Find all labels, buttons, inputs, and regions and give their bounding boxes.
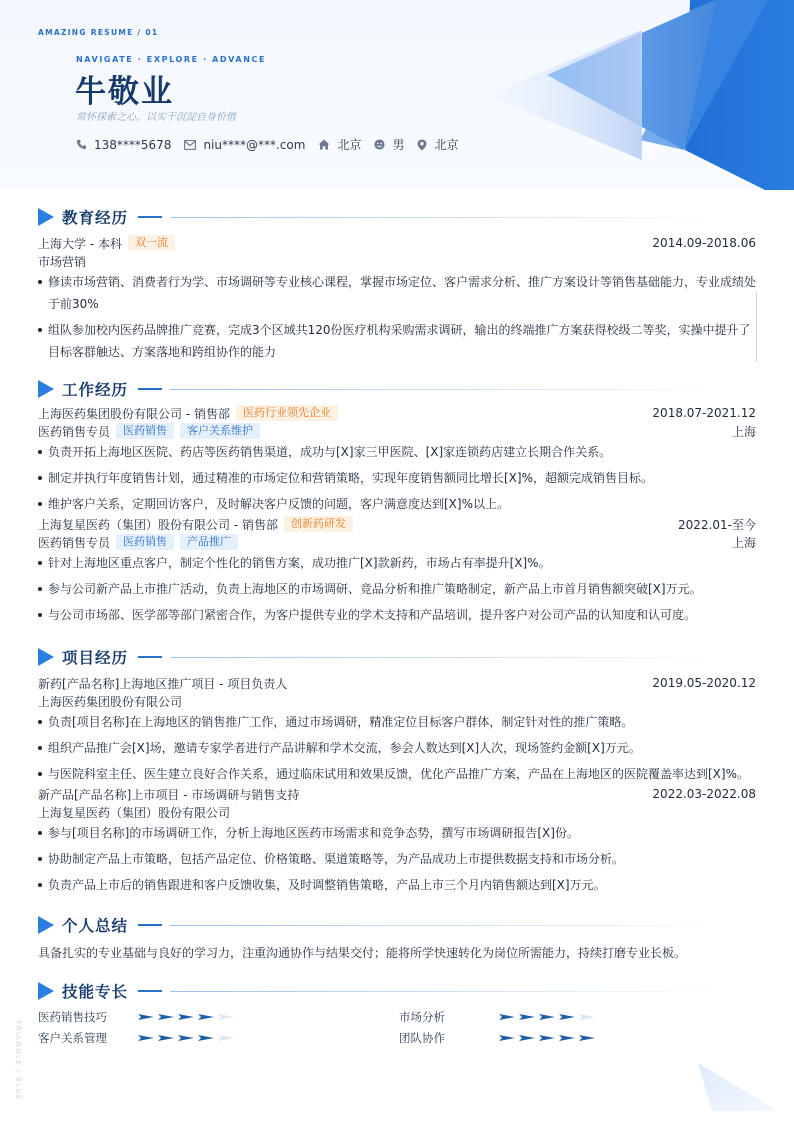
- skill-level-filled: [158, 1031, 174, 1045]
- project-date: 2022.03-2022.08: [652, 787, 756, 801]
- skill-level-filled: [539, 1031, 555, 1045]
- contact-residence: [318, 136, 361, 153]
- candidate-name: 牛敬业: [75, 74, 174, 110]
- triangle-icon: [38, 380, 54, 398]
- motto: 常怀探索之心，以实干沉淀自身价值: [76, 112, 236, 123]
- list-item: 制定并执行年度销售计划，通过精准的市场定位和营销策略，实现年度销售额同比增长[X]%，超额完成销售目标。: [38, 467, 756, 489]
- education-section: [38, 206, 756, 367]
- job-company-row: [38, 515, 756, 533]
- list-item: 组队参加校内医药品牌推广竞赛，完成3个区域共120份医疗机构采购需求调研，输出的终端推广方案获得校级二等奖，实操中提升了目标客群触达、方案落地和跨组协作的能力: [38, 319, 756, 363]
- skill-tag: 客户关系维护: [180, 423, 260, 439]
- project-entry: [38, 785, 756, 896]
- section-header: [38, 980, 756, 1002]
- location-pin-icon: [417, 139, 427, 151]
- section-header: [38, 914, 756, 936]
- triangle-icon: [38, 208, 54, 226]
- summary-text: 具备扎实的专业基础与良好的学习力，注重沟通协作与结果交付；能将所学快速转化为岗位所需能力，持续打磨专业长板。: [38, 946, 687, 960]
- school-tag: 双一流: [128, 235, 175, 251]
- section-title: 技能专长: [62, 983, 129, 1001]
- skill-level-filled: [178, 1031, 194, 1045]
- education-bullets: [38, 271, 756, 363]
- list-item: 负责开拓上海地区医院、药店等医药销售渠道，成功与[X]家三甲医院、[X]家连锁药店建立长期合作关系。: [38, 441, 756, 463]
- skill-name: 医药销售技巧: [38, 1010, 107, 1024]
- job-city: 上海: [731, 424, 756, 439]
- skill-level-filled: [499, 1031, 515, 1045]
- project-name: 新药[产品名称]上海地区推广项目 - 项目负责人: [38, 676, 288, 691]
- job-role-row: [38, 422, 756, 440]
- home-icon: [318, 139, 330, 150]
- major-row: [38, 252, 756, 270]
- skill-level-filled: [158, 1010, 174, 1024]
- email-text: niu****@***.com: [203, 137, 306, 152]
- projects-section: [38, 646, 756, 900]
- list-item: 与公司市场部、医学部等部门紧密合作，为客户提供专业的学术支持和产品培训，提升客户对公司产品的认知度和认可度。: [38, 604, 756, 626]
- side-divider: [756, 292, 757, 362]
- triangle-icon: [38, 648, 54, 666]
- title-line: [170, 991, 728, 992]
- face-icon: [374, 139, 385, 150]
- section-header: [38, 378, 756, 400]
- corner-triangle-art: [690, 1060, 794, 1123]
- project-org-row: [38, 692, 756, 710]
- skill-meter: [499, 1010, 599, 1024]
- skill-name: 团队协作: [399, 1031, 445, 1045]
- job-role: 医药销售专员: [38, 424, 111, 439]
- project-entry: [38, 674, 756, 785]
- contact-location: [417, 136, 458, 153]
- project-name: 新产品[产品名称]上市项目 - 市场调研与销售支持: [38, 787, 300, 802]
- skill-level-filled: [138, 1010, 154, 1024]
- job-date: 2022.01-至今: [678, 517, 756, 532]
- project-org: 上海医药集团股份有限公司: [38, 694, 183, 709]
- list-item: 参与公司新产品上市推广活动，负责上海地区的市场调研、竞品分析和推广策略制定，新产品上市首月销售额突破[X]万元。: [38, 578, 756, 600]
- triangle-icon: [38, 916, 54, 934]
- skill-level-filled: [519, 1010, 535, 1024]
- tagline: NAVIGATE · EXPLORE · ADVANCE: [76, 55, 267, 64]
- company-tag: 创新药研发: [284, 516, 353, 532]
- school-name: 上海大学 - 本科: [38, 236, 122, 251]
- skill-meter: [499, 1031, 599, 1045]
- contact-gender: [374, 136, 404, 153]
- list-item: 参与[项目名称]的市场调研工作，分析上海地区医药市场需求和竞争态势，撰写市场调研报告[X]份。: [38, 822, 756, 844]
- skill-level-empty: [579, 1010, 595, 1024]
- job-entry: [38, 515, 756, 626]
- skill-level-filled: [198, 1031, 214, 1045]
- contact-email: [184, 138, 305, 152]
- title-dash: [138, 924, 162, 926]
- location-text: 北京: [434, 138, 459, 152]
- job-role-row: [38, 533, 756, 551]
- skills-section: [38, 980, 756, 1054]
- project-bullets: [38, 711, 756, 785]
- title-line: [170, 389, 728, 390]
- education-row: [38, 234, 756, 252]
- skill-level-filled: [138, 1031, 154, 1045]
- list-item: 负责产品上市后的销售跟进和客户反馈收集，及时调整销售策略，产品上市三个月内销售额达到[X]万元。: [38, 874, 756, 896]
- job-company-row: [38, 404, 756, 422]
- list-item: 针对上海地区重点客户，制定个性化的销售方案，成功推广[X]款新药，市场占有率提升[X]%。: [38, 552, 756, 574]
- section-title: 教育经历: [62, 209, 129, 227]
- title-line: [170, 657, 728, 658]
- contact-phone: [76, 138, 171, 152]
- title-dash: [138, 656, 162, 658]
- project-date: 2019.05-2020.12: [652, 676, 756, 690]
- section-header: [38, 206, 756, 228]
- skill-item: [399, 1008, 599, 1026]
- skill-tag: 产品推广: [180, 534, 238, 550]
- title-dash: [138, 990, 162, 992]
- skill-tag: 医药销售: [116, 423, 174, 439]
- brand-label: AMAZING RESUME / 01: [38, 28, 159, 37]
- title-dash: [138, 216, 162, 218]
- triangle-icon: [38, 982, 54, 1000]
- list-item: 修读市场营销、消费者行为学、市场调研等专业核心课程，掌握市场定位、客户需求分析、推广方案设计等销售基础能力，专业成绩处于前30%: [38, 271, 756, 315]
- list-item: 维护客户关系，定期回访客户，及时解决客户反馈的问题，客户满意度达到[X]%以上。: [38, 493, 756, 515]
- phone-text: 138****5678: [94, 137, 172, 152]
- section-title: 项目经历: [62, 649, 129, 667]
- job-bullets: [38, 441, 756, 515]
- skill-item: [38, 1008, 238, 1026]
- skill-level-filled: [499, 1010, 515, 1024]
- residence-text: 北京: [337, 138, 362, 152]
- project-org-row: [38, 803, 756, 821]
- skill-name: 客户关系管理: [38, 1031, 107, 1045]
- title-line: [170, 925, 728, 926]
- section-header: [38, 646, 756, 668]
- job-date: 2018.07-2021.12: [652, 406, 756, 420]
- skill-item: [38, 1029, 238, 1047]
- side-vertical-text: TRIANGLE / BLUE: [14, 1020, 22, 1101]
- job-role: 医药销售专员: [38, 535, 111, 550]
- company-name: 上海复星医药（集团）股份有限公司 - 销售部: [38, 517, 278, 532]
- skill-level-filled: [579, 1031, 595, 1045]
- title-line: [170, 217, 728, 218]
- title-dash: [138, 388, 162, 390]
- work-section: [38, 378, 756, 630]
- skill-meter: [138, 1010, 238, 1024]
- list-item: 负责[项目名称]在上海地区的销售推广工作，通过市场调研，精准定位目标客户群体，制定针对性的推广策略。: [38, 711, 756, 733]
- education-date: 2014.09-2018.06: [652, 236, 756, 250]
- list-item: 协助制定产品上市策略，包括产品定位、价格策略、渠道策略等，为产品成功上市提供数据支持和市场分析。: [38, 848, 756, 870]
- project-org: 上海复星医药（集团）股份有限公司: [38, 805, 231, 820]
- skill-level-filled: [559, 1031, 575, 1045]
- job-entry: [38, 404, 756, 515]
- skill-level-empty: [218, 1031, 234, 1045]
- list-item: 与医院科室主任、医生建立良好合作关系，通过临床试用和效果反馈，优化产品推广方案，产品在上海地区的医院覆盖率达到[X]%。: [38, 763, 756, 785]
- company-name: 上海医药集团股份有限公司 - 销售部: [38, 406, 230, 421]
- skill-level-filled: [519, 1031, 535, 1045]
- skill-level-empty: [218, 1010, 234, 1024]
- section-title: 个人总结: [62, 917, 129, 935]
- skill-level-filled: [178, 1010, 194, 1024]
- skill-meter: [138, 1031, 238, 1045]
- gender-text: 男: [392, 138, 405, 152]
- skill-tag: 医药销售: [116, 534, 174, 550]
- skill-item: [399, 1029, 599, 1047]
- phone-icon: [76, 139, 87, 150]
- major: 市场营销: [38, 254, 87, 269]
- section-title: 工作经历: [62, 381, 129, 399]
- skill-level-filled: [539, 1010, 555, 1024]
- job-bullets: [38, 552, 756, 626]
- list-item: 组织产品推广会[X]场，邀请专家学者进行产品讲解和学术交流，参会人数达到[X]人次，现场签约金额[X]万元。: [38, 737, 756, 759]
- summary-section: [38, 914, 756, 964]
- contact-bar: [76, 136, 472, 153]
- job-city: 上海: [731, 535, 756, 550]
- skills-grid: [38, 1008, 756, 1054]
- resume-header: [0, 0, 794, 190]
- mail-icon: [184, 140, 196, 150]
- skill-name: 市场分析: [399, 1010, 445, 1024]
- project-name-row: [38, 785, 756, 803]
- skill-level-filled: [559, 1010, 575, 1024]
- skill-level-filled: [198, 1010, 214, 1024]
- project-bullets: [38, 822, 756, 896]
- company-tag: 医药行业领先企业: [236, 405, 338, 421]
- project-name-row: [38, 674, 756, 692]
